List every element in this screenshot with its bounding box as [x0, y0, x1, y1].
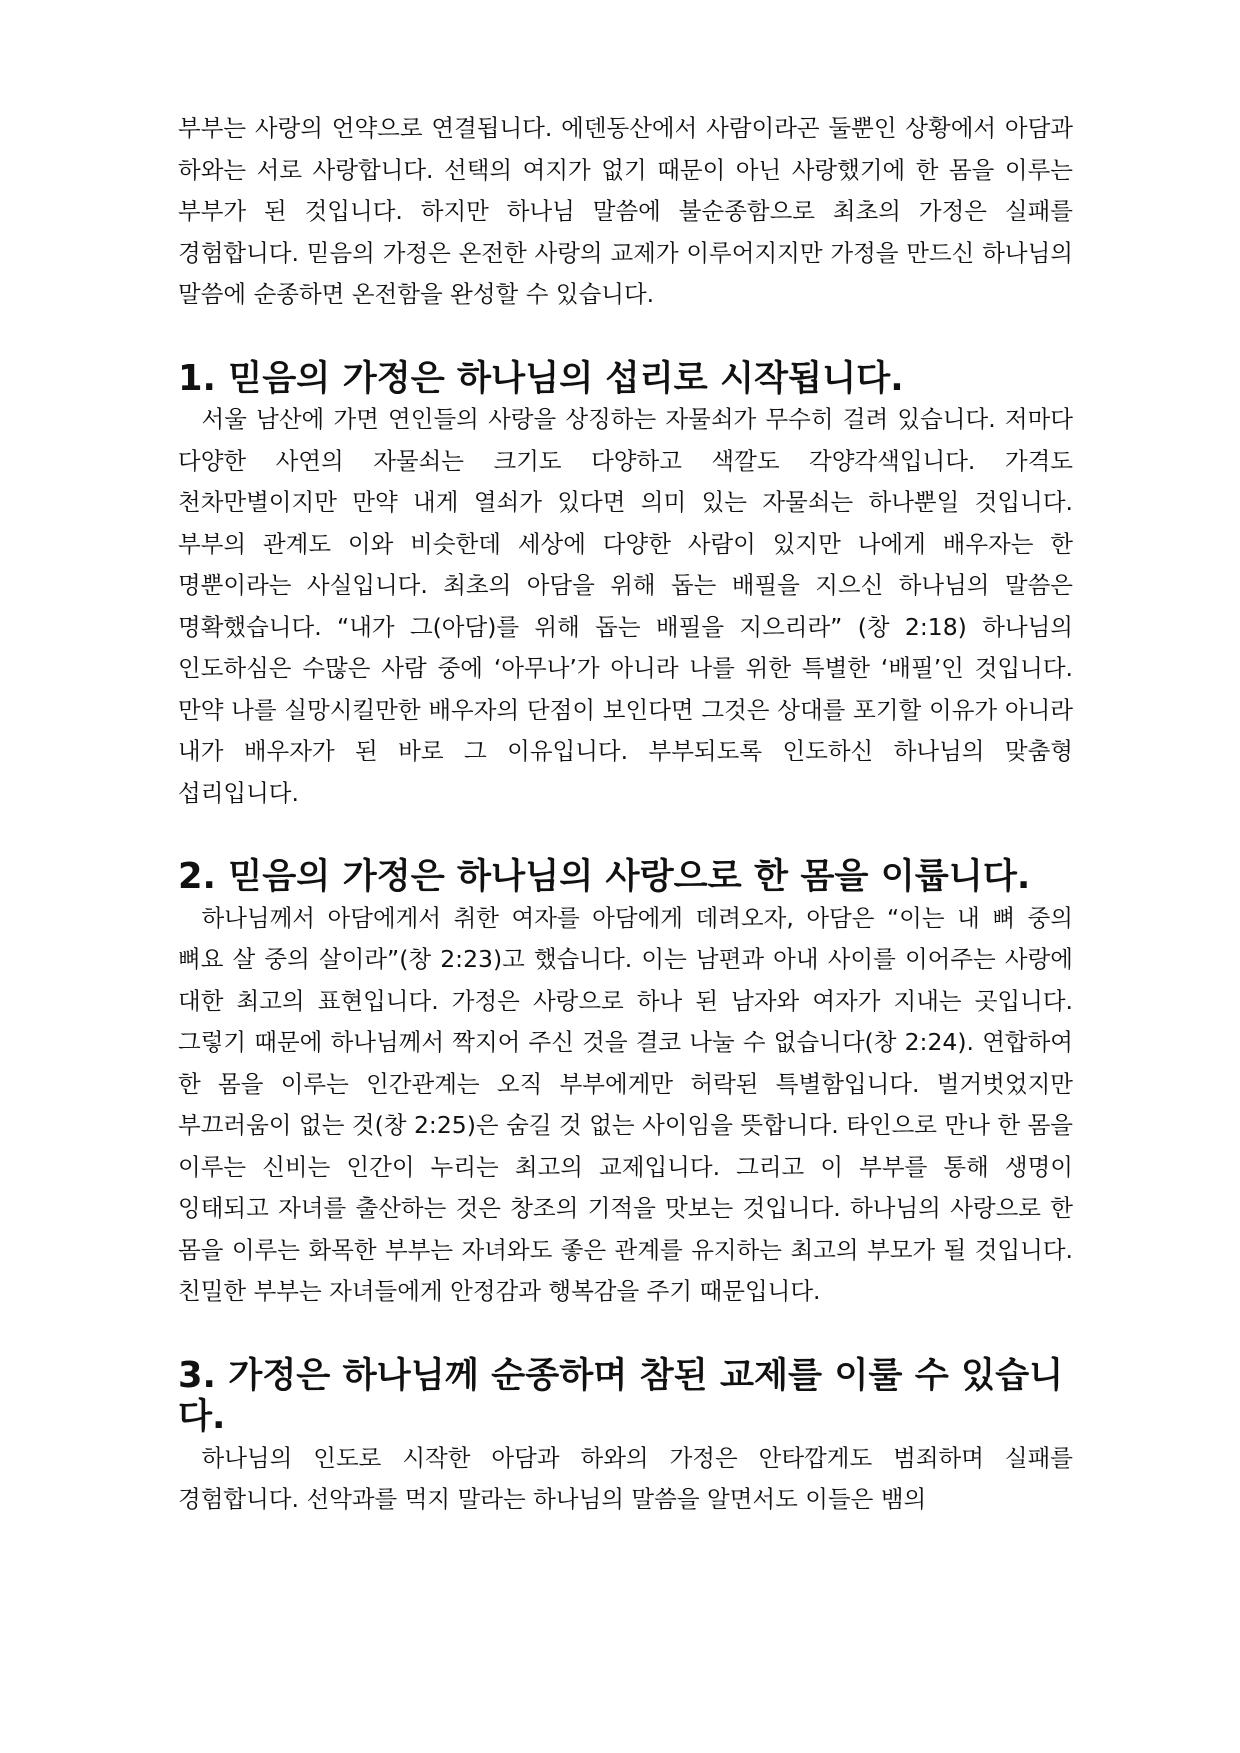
- section-3-body: 하나님의 인도로 시작한 아담과 하와의 가정은 안타깝게도 범죄하며 실패를 경험합니다. 선악과를 먹지 말라는 하나님의 말씀을 알면서도 이들은 뱀의: [178, 1443, 1073, 1513]
- document-page: [178, 108, 1073, 1521]
- section-2-heading: 2. 믿음의 가정은 하나님의 사랑으로 한 몸을 이룹니다.: [178, 856, 1031, 897]
- intro-paragraph: 부부는 사랑의 언약으로 연결됩니다. 에덴동산에서 사람이라곤 둘뿐인 상황에서 아담과 하와는 서로 사랑합니다. 선택의 여지가 없기 때문이 아닌 사랑했기에 한 몸을 이루는 부부가 된 것입니다. 하지만 하나님 말씀에 불순종함으로 최초의 가정은 실패를 경험합니다. 믿음의 가정은 온전한 사랑의 교제가 이루어지지만 가정을 만드신 하나님의 말씀에 순종하면 온전함을 완성할 수 있습니다.: [178, 114, 1073, 308]
- section-1-heading: 1. 믿음의 가정은 하나님의 섭리로 시작됩니다.: [178, 357, 904, 399]
- section-1-body: 서울 남산에 가면 연인들의 사랑을 상징하는 자물쇠가 무수히 걸려 있습니다. 저마다 다양한 사연의 자물쇠는 크기도 다양하고 색깔도 각양각색입니다. 가격도 천차만별이지만 만약 내게 열쇠가 있다면 의미 있는 자물쇠는 하나뿐일 것입니다. 부부의 관계도 이와 비슷한데 세상에 다양한 사람이 있지만 나에게 배우자는 한 명뿐이라는 사실입니다. 최초의 아담을 위해 돕는 배필을 지으신 하나님의 말씀은 명확했습니다. “내가 그(아담)를 위해 돕는 배필을 지으리라” (창 2:18) 하나님의 인도하심은 수많은 사람 중에 ‘아무나’가 아니라 나를 위한 특별한 ‘배필’인 것입니다. 만약 나를 실망시킬만한 배우자의 단점이 보인다면 그것은 상대를 포기할 이유가 아니라 내가 배우자가 된 바로 그 이유입니다. 부부되도록 인도하신 하나님의 맞춤형 섭리입니다.: [178, 405, 1073, 807]
- section-2-body: 하나님께서 아담에게서 취한 여자를 아담에게 데려오자, 아담은 “이는 내 뼈 중의 뼈요 살 중의 살이라”(창 2:23)고 했습니다. 이는 남편과 아내 사이를 이어주는 사랑에 대한 최고의 표현입니다. 가정은 사랑으로 하나 된 남자와 여자가 지내는 곳입니다. 그렇기 때문에 하나님께서 짝지어 주신 것을 결코 나눌 수 없습니다(창 2:24). 연합하여 한 몸을 이루는 인간관계는 오직 부부에게만 허락된 특별함입니다. 벌거벗었지만 부끄러움이 없는 것(창 2:25)은 숨길 것 없는 사이임을 뜻합니다. 타인으로 만나 한 몸을 이루는 신비는 인간이 누리는 최고의 교제입니다. 그리고 이 부부를 통해 생명이 잉태되고 자녀를 출산하는 것은 창조의 기적을 맛보는 것입니다. 하나님의 사랑으로 한 몸을 이루는 화목한 부부는 자녀와도 좋은 관계를 유지하는 최고의 부모가 될 것입니다. 친밀한 부부는 자녀들에게 안정감과 행복감을 주기 때문입니다.: [178, 903, 1073, 1305]
- section-3-heading: 3. 가정은 하나님께 순종하며 참된 교제를 이룰 수 있습니다.: [178, 1354, 1064, 1437]
